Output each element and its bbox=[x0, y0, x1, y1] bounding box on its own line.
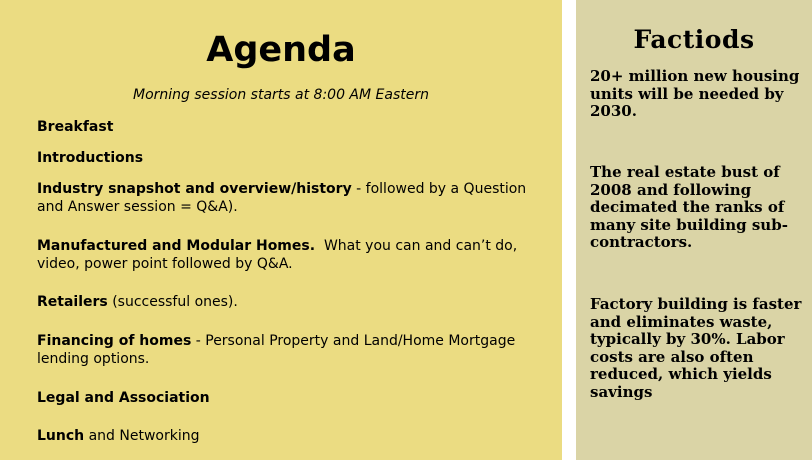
agenda-item-introductions bbox=[37, 149, 542, 167]
agenda-item-heading: Manufactured and Modular Homes. bbox=[37, 238, 316, 254]
agenda-item-detail: - Personal Property and Land/Home Mortgage lending options. bbox=[37, 333, 516, 367]
agenda-item-heading: Legal and Association bbox=[37, 390, 210, 406]
factoid-factory-building: Factory building is faster and eliminates waste, typically by 30%. Labor costs are also often reduced, which yields savings bbox=[590, 295, 802, 401]
agenda-item-breakfast bbox=[37, 118, 542, 136]
agenda-subtitle: Morning session starts at 8:00 AM Eastern bbox=[133, 87, 429, 103]
agenda-item-heading: Financing of homes bbox=[37, 333, 192, 349]
agenda-item-legal bbox=[37, 389, 542, 407]
agenda-item-detail: and Networking bbox=[84, 428, 200, 444]
agenda-item-heading: Introductions bbox=[37, 150, 144, 166]
agenda-title: Agenda bbox=[206, 30, 356, 70]
agenda-item-financing bbox=[37, 332, 542, 368]
factoids-title: Factiods bbox=[633, 25, 755, 54]
agenda-item-heading: Breakfast bbox=[37, 119, 114, 135]
agenda-item-heading: Lunch bbox=[37, 428, 85, 444]
agenda-item-detail: (successful ones). bbox=[107, 294, 238, 310]
agenda-item-manufactured-homes bbox=[37, 237, 542, 273]
factoids-panel bbox=[576, 0, 812, 460]
agenda-item-industry-snapshot bbox=[37, 180, 542, 216]
factoid-real-estate-bust: The real estate bust of 2008 and following decimated the ranks of many site building sub-contractors. bbox=[590, 163, 788, 251]
agenda-item-retailers bbox=[37, 293, 542, 311]
agenda-item-detail: - followed by a Question and Answer session = Q&A). bbox=[37, 181, 527, 215]
agenda-item-heading: Industry snapshot and overview/history bbox=[37, 181, 352, 197]
agenda-item-detail: What you can and can’t do, video, power point followed by Q&A. bbox=[37, 238, 522, 272]
agenda-item-heading: Retailers bbox=[37, 294, 108, 310]
agenda-item-lunch bbox=[37, 427, 542, 445]
factoid-housing-units: 20+ million new housing units will be needed by 2030. bbox=[590, 67, 800, 120]
